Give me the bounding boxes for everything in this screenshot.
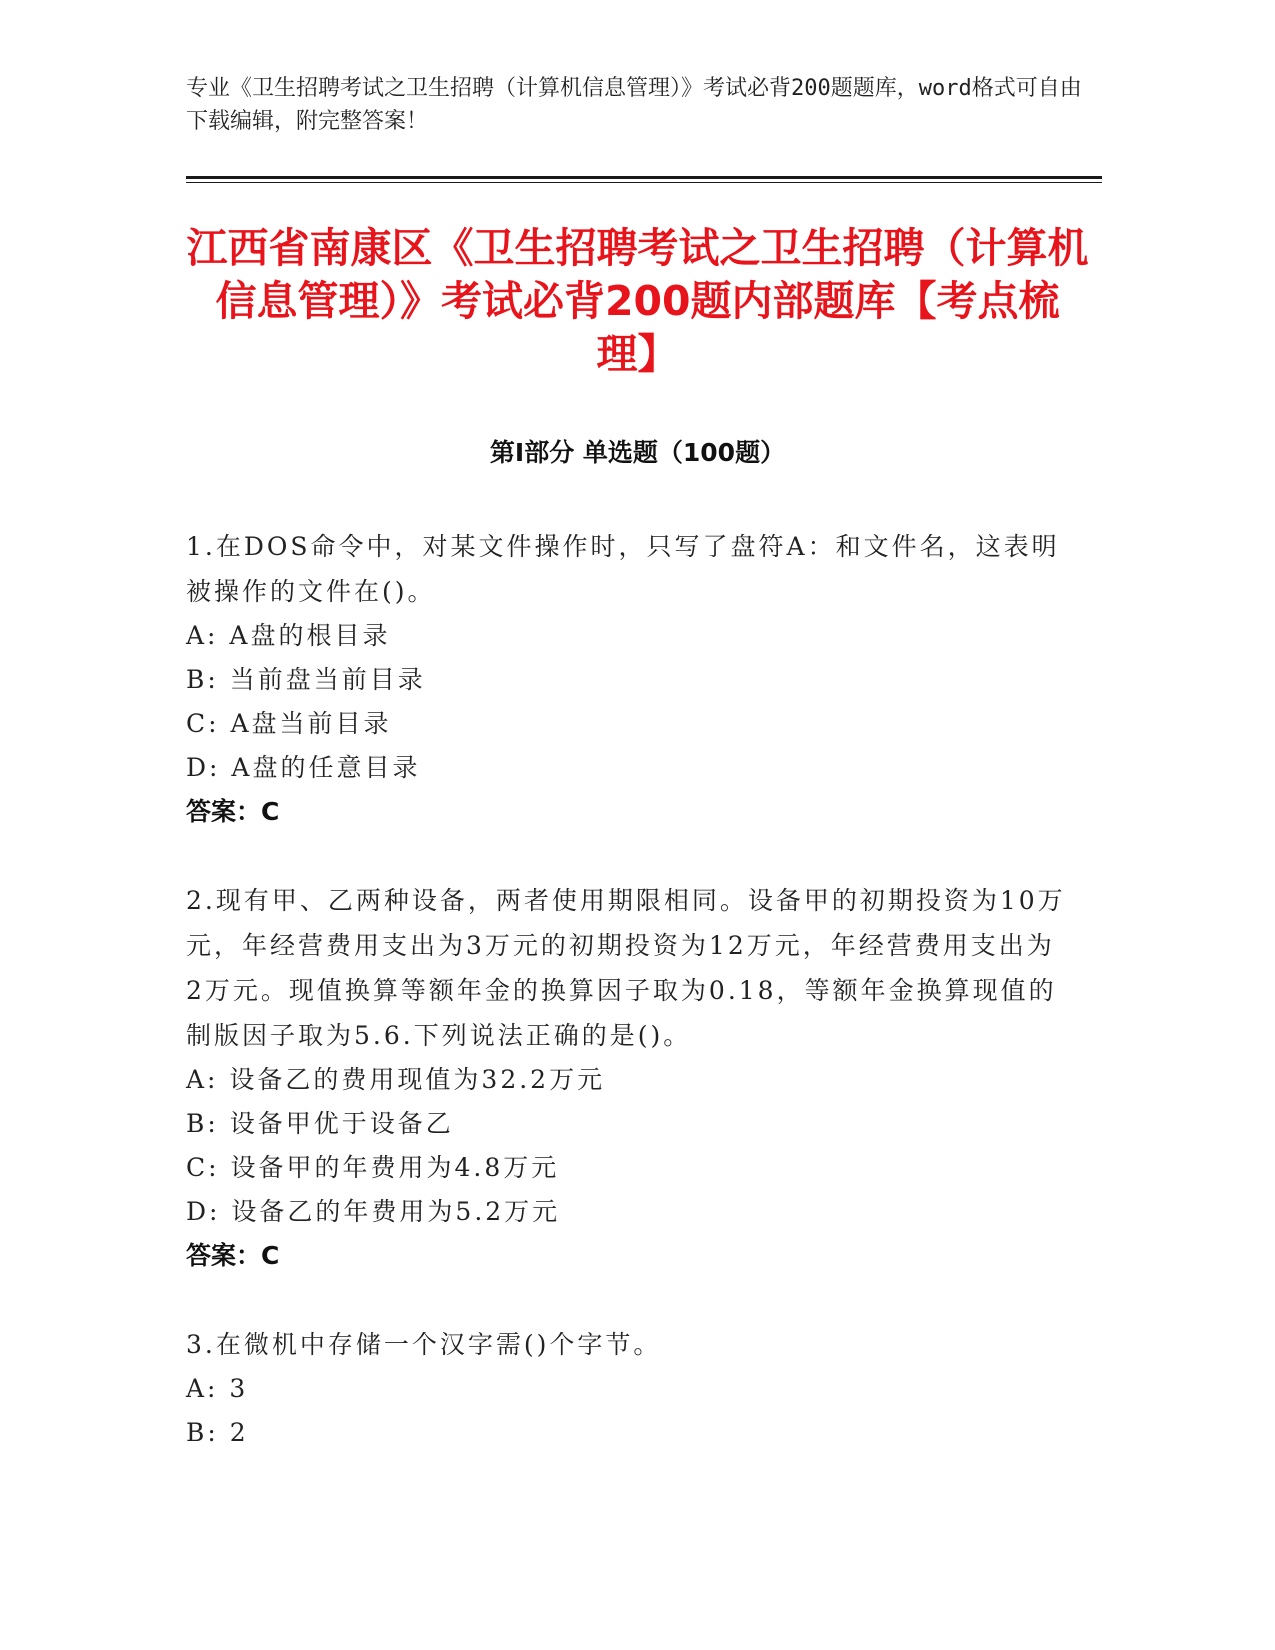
question-3	[186, 1322, 1066, 1455]
question-1	[186, 524, 1066, 834]
option-a: A: 设备乙的费用现值为32.2万元	[186, 1065, 606, 1094]
answer-label: 答案：C	[186, 797, 280, 826]
section-heading: 第Ⅰ部分 单选题（100题）	[489, 438, 786, 467]
option-c: C: A盘当前目录	[186, 709, 392, 738]
option-c: C: 设备甲的年费用为4.8万元	[186, 1153, 560, 1182]
document-title: 江西省南康区《卫生招聘考试之卫生招聘（计算机信息管理）》考试必背200题内部题库【考点梳理】	[186, 224, 1089, 378]
option-b: B: 2	[186, 1418, 249, 1447]
option-b: B: 设备甲优于设备乙	[186, 1109, 454, 1138]
question-stem: 1.在DOS命令中，对某文件操作时，只写了盘符A：和文件名，这表明被操作的文件在()。	[186, 532, 1060, 606]
answer-label: 答案：C	[186, 1241, 280, 1270]
header-divider-thin	[186, 182, 1102, 183]
header-divider-thick	[186, 176, 1102, 179]
option-b: B: 当前盘当前目录	[186, 665, 426, 694]
option-a: A: A盘的根目录	[186, 621, 391, 650]
option-d: D: A盘的任意目录	[186, 753, 421, 782]
option-d: D: 设备乙的年费用为5.2万元	[186, 1197, 561, 1226]
option-a: A: 3	[186, 1374, 249, 1403]
question-2	[186, 878, 1066, 1278]
question-list	[186, 524, 1066, 1499]
intro-text: 专业《卫生招聘考试之卫生招聘（计算机信息管理）》考试必背200题题库，word格式可自由下载编辑，附完整答案！	[186, 76, 1082, 134]
question-stem: 3.在微机中存储一个汉字需()个字节。	[186, 1330, 662, 1359]
question-stem: 2.现有甲、乙两种设备，两者使用期限相同。设备甲的初期投资为10万元，年经营费用支出为3万元的初期投资为12万元，年经营费用支出为2万元。现值换算等额年金的换算因子取为0.18，等额年金换算现值的制版因子取为5.6.下列说法正确的是()。	[186, 886, 1066, 1050]
